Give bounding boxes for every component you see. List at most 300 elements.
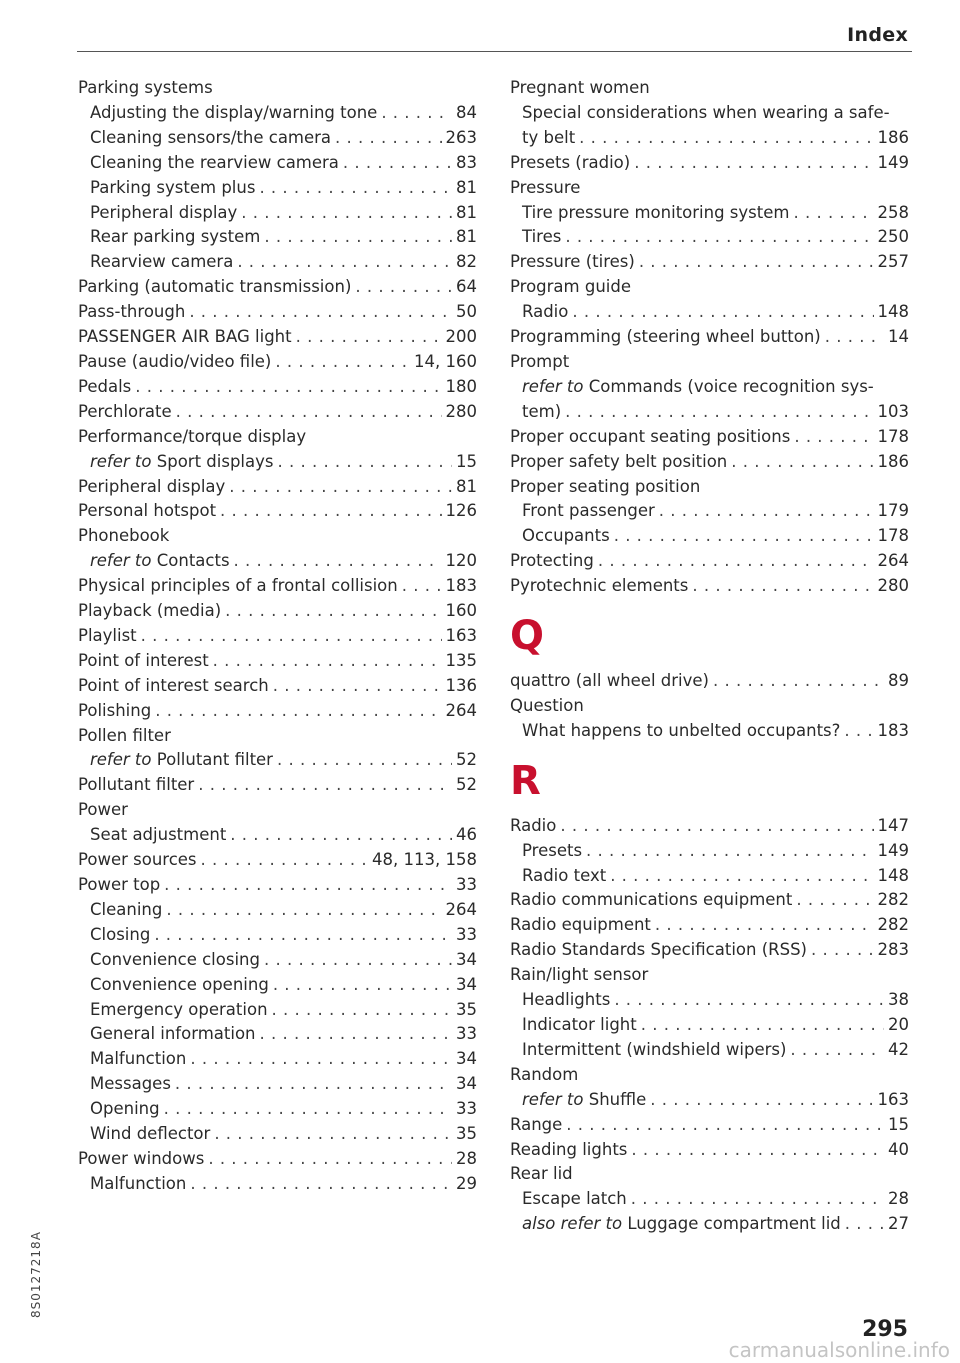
dot-leader <box>381 101 452 126</box>
entry-label <box>522 839 582 864</box>
entry-page-reference[interactable]: 34 <box>456 974 477 994</box>
entry-page-reference[interactable]: 50 <box>456 302 477 322</box>
entry-label <box>78 76 213 101</box>
dot-leader <box>572 300 873 325</box>
cross-reference-prefix: refer to <box>90 750 152 770</box>
entry-page-reference[interactable]: 126 <box>445 501 477 521</box>
entry-text: Presets <box>522 840 583 860</box>
entry-label <box>78 375 131 400</box>
entry-text: tem) <box>522 401 562 421</box>
dot-leader <box>796 888 873 913</box>
dot-leader <box>260 1022 453 1047</box>
entry-text: Rearview camera <box>90 252 234 272</box>
entry-label <box>90 126 331 151</box>
index-subentry <box>510 400 909 425</box>
entry-label <box>90 201 237 226</box>
index-entry <box>78 773 477 798</box>
index-subentry <box>78 973 477 998</box>
entry-page-reference[interactable]: 163 <box>445 625 477 645</box>
entry-label <box>78 848 197 873</box>
index-entry <box>78 724 477 749</box>
dot-leader <box>164 873 452 898</box>
entry-page-reference[interactable]: 103 <box>877 401 909 421</box>
dot-leader <box>273 973 452 998</box>
entry-label <box>510 1138 627 1163</box>
dot-leader <box>264 225 452 250</box>
entry-text: Point of interest <box>78 650 209 670</box>
entry-text: Power <box>78 800 128 820</box>
index-subentry <box>78 549 477 574</box>
entry-page-reference[interactable]: 81 <box>456 227 477 247</box>
index-entry <box>510 1162 909 1187</box>
entry-page-reference[interactable]: 35 <box>456 999 477 1019</box>
dot-leader <box>713 669 884 694</box>
entry-label <box>78 1147 204 1172</box>
entry-page-reference[interactable]: 20 <box>888 1015 909 1034</box>
dot-leader <box>825 325 884 350</box>
entry-label <box>78 599 221 624</box>
entry-label <box>90 176 255 201</box>
entry-page-reference[interactable]: 81 <box>456 202 477 222</box>
entry-label <box>78 773 194 798</box>
dot-leader <box>198 773 452 798</box>
index-subentry <box>78 998 477 1023</box>
index-entry <box>78 350 477 375</box>
entry-label <box>510 1113 562 1138</box>
index-subentry <box>78 823 477 848</box>
entry-page-reference[interactable]: 149 <box>877 152 909 172</box>
dot-leader <box>566 1113 884 1138</box>
entry-page-reference[interactable]: 282 <box>877 915 909 935</box>
entry-page-reference[interactable]: 200 <box>445 327 477 347</box>
entry-text: Tire pressure monitoring system <box>522 202 790 222</box>
entry-label <box>78 300 185 325</box>
index-entry <box>510 913 909 938</box>
entry-text: Perchlorate <box>78 401 172 421</box>
entry-page-reference[interactable]: 33 <box>456 1099 477 1119</box>
entry-label <box>510 913 651 938</box>
entry-label <box>90 923 150 948</box>
entry-text: Wind deflector <box>90 1124 211 1144</box>
entry-page-reference[interactable]: 147 <box>877 815 909 835</box>
entry-label <box>510 176 580 201</box>
index-entry <box>510 574 909 599</box>
dot-leader <box>214 1122 452 1147</box>
index-entry <box>510 549 909 574</box>
dot-leader <box>234 549 442 574</box>
dot-leader <box>343 151 452 176</box>
index-entry <box>78 1147 477 1172</box>
dot-leader <box>208 1147 452 1172</box>
entry-text: Program guide <box>510 277 632 297</box>
entry-page-reference[interactable]: 178 <box>877 526 909 546</box>
entry-text: Intermittent (windshield wipers) <box>522 1039 787 1059</box>
entry-label <box>90 1172 186 1197</box>
index-entry <box>510 963 909 988</box>
entry-page-reference[interactable]: 83 <box>456 152 477 172</box>
entry-text: Special considerations when wearing a safe- <box>522 102 890 122</box>
entry-text: Proper safety belt position <box>510 451 728 471</box>
index-subentry <box>510 988 909 1013</box>
entry-page-reference[interactable]: 186 <box>877 451 909 471</box>
entry-text: Power top <box>78 875 161 894</box>
dot-leader <box>272 998 452 1023</box>
index-entry <box>78 873 477 898</box>
entry-page-reference[interactable]: 15 <box>888 1114 909 1134</box>
dot-leader <box>793 201 873 226</box>
index-entry <box>510 669 909 694</box>
dot-leader <box>164 1097 452 1122</box>
index-entry <box>78 624 477 649</box>
entry-label <box>90 250 233 275</box>
entry-label <box>522 375 874 400</box>
entry-page-reference[interactable]: 263 <box>445 127 477 147</box>
dot-leader <box>229 475 452 500</box>
dot-leader <box>731 450 873 475</box>
entry-page-reference[interactable]: 34 <box>456 1074 477 1094</box>
entry-page-reference[interactable]: 280 <box>877 576 909 596</box>
entry-page-reference[interactable]: 29 <box>456 1173 477 1193</box>
entry-text: Rear lid <box>510 1164 573 1184</box>
index-subentry <box>510 499 909 524</box>
dot-leader <box>586 839 873 864</box>
entry-label <box>522 1212 841 1237</box>
entry-text: Convenience closing <box>90 949 260 969</box>
entry-page-reference[interactable]: 40 <box>888 1139 909 1159</box>
entry-page-reference[interactable]: 178 <box>877 426 909 446</box>
entry-text: Reading lights <box>510 1139 628 1159</box>
entry-label <box>510 938 807 963</box>
index-subentry <box>78 748 477 773</box>
dot-leader <box>634 151 873 176</box>
index-entry <box>78 649 477 674</box>
entry-page-reference[interactable]: 42 <box>888 1039 909 1059</box>
entry-text: Occupants <box>522 526 610 546</box>
entry-page-reference[interactable]: 179 <box>877 501 909 521</box>
entry-page-reference[interactable]: 64 <box>456 277 477 297</box>
entry-label <box>510 350 569 375</box>
dot-leader <box>631 1138 884 1163</box>
index-subentry <box>78 898 477 923</box>
entry-page-reference[interactable]: 33 <box>456 875 477 894</box>
entry-label <box>522 988 610 1013</box>
entry-page-reference[interactable]: 35 <box>456 1124 477 1144</box>
dot-leader <box>560 814 873 839</box>
dot-leader <box>275 350 410 375</box>
index-subentry <box>78 250 477 275</box>
index-entry <box>78 400 477 425</box>
dot-leader <box>241 201 452 226</box>
entry-page-reference[interactable]: 163 <box>877 1089 909 1109</box>
entry-page-reference[interactable]: 34 <box>456 1049 477 1069</box>
index-subentry <box>510 201 909 226</box>
entry-page-reference[interactable]: 183 <box>445 576 477 596</box>
dot-leader <box>659 499 874 524</box>
entry-label <box>510 574 688 599</box>
entry-page-reference[interactable]: 257 <box>877 252 909 272</box>
entry-text: Pause (audio/video file) <box>78 351 272 371</box>
entry-page-reference[interactable]: 48, 113, 158 <box>372 850 477 870</box>
entry-page-reference[interactable]: 160 <box>445 601 477 621</box>
entry-label <box>522 126 575 151</box>
dot-leader <box>277 450 452 475</box>
dot-leader <box>614 988 884 1013</box>
entry-page-reference[interactable]: 89 <box>888 671 909 691</box>
entry-label <box>522 719 840 744</box>
index-subentry <box>78 1072 477 1097</box>
entry-label <box>78 873 160 898</box>
dot-leader <box>614 524 874 549</box>
entry-text: Radio Standards Specification (RSS) <box>510 940 807 960</box>
entry-text: General information <box>90 1024 256 1044</box>
entry-page-reference[interactable]: 81 <box>456 177 477 197</box>
entry-label <box>522 1038 786 1063</box>
entry-label <box>90 1022 256 1047</box>
entry-text: Pyrotechnic elements <box>510 576 689 596</box>
index-entry <box>78 325 477 350</box>
entry-page-reference[interactable]: 34 <box>456 949 477 969</box>
entry-label <box>510 275 631 300</box>
entry-label <box>78 475 225 500</box>
dot-leader <box>655 913 874 938</box>
dot-leader <box>811 938 874 963</box>
entry-label <box>90 1097 160 1122</box>
page-number: 295 <box>862 1317 908 1342</box>
dot-leader <box>273 674 442 699</box>
entry-text: Emergency operation <box>90 999 268 1019</box>
index-subentry <box>510 864 909 889</box>
index-entry <box>78 524 477 549</box>
index-subentry <box>510 839 909 864</box>
index-subentry <box>510 126 909 151</box>
index-subentry <box>78 1022 477 1047</box>
entry-text: Convenience opening <box>90 974 269 994</box>
entry-text: Peripheral display <box>90 202 238 222</box>
index-section-letter: R <box>510 757 541 804</box>
entry-page-reference[interactable]: 183 <box>877 720 909 740</box>
entry-page-reference[interactable]: 52 <box>456 750 477 770</box>
index-entry <box>510 275 909 300</box>
entry-label <box>522 225 561 250</box>
index-entry <box>510 1113 909 1138</box>
entry-label <box>90 549 230 574</box>
entry-page-reference[interactable]: 186 <box>877 127 909 147</box>
dot-leader <box>355 275 452 300</box>
index-entry <box>510 694 909 719</box>
index-subentry <box>510 719 909 744</box>
dot-leader <box>189 300 452 325</box>
cross-reference-prefix: refer to <box>90 551 152 571</box>
index-subentry <box>510 1013 909 1038</box>
index-entry <box>510 176 909 201</box>
entry-page-reference[interactable]: 84 <box>456 102 477 122</box>
entry-page-reference[interactable]: 264 <box>877 551 909 571</box>
dot-leader <box>190 1172 452 1197</box>
index-subentry <box>78 201 477 226</box>
dot-leader <box>213 649 442 674</box>
entry-label <box>510 1063 578 1088</box>
entry-text: Closing <box>90 924 151 944</box>
dot-leader <box>402 574 442 599</box>
entry-page-reference[interactable]: 282 <box>877 890 909 910</box>
page-header-title: Index <box>847 24 908 46</box>
entry-label <box>78 574 398 599</box>
entry-page-reference[interactable]: 82 <box>456 252 477 272</box>
entry-page-reference[interactable]: 14 <box>888 327 909 347</box>
entry-page-reference[interactable]: 38 <box>888 990 909 1010</box>
entry-text: Playback (media) <box>78 601 222 621</box>
entry-label <box>78 325 292 350</box>
entry-text: Radio communications equipment <box>510 890 793 910</box>
entry-page-reference[interactable]: 283 <box>877 940 909 960</box>
dot-leader <box>565 225 873 250</box>
dot-leader <box>190 1047 452 1072</box>
index-entry <box>78 300 477 325</box>
entry-page-reference[interactable]: 15 <box>456 451 477 471</box>
entry-page-reference[interactable]: 28 <box>888 1189 909 1209</box>
entry-page-reference[interactable]: 264 <box>445 700 477 720</box>
index-entry <box>78 848 477 873</box>
dot-leader <box>844 719 873 744</box>
index-entry <box>510 888 909 913</box>
index-entry <box>510 425 909 450</box>
entry-page-reference[interactable]: 148 <box>877 302 909 322</box>
entry-label <box>90 1072 171 1097</box>
entry-label <box>78 425 306 450</box>
entry-label <box>90 748 273 773</box>
entry-label <box>510 475 700 500</box>
entry-label <box>510 425 790 450</box>
entry-label <box>510 450 727 475</box>
dot-leader <box>692 574 873 599</box>
entry-text: Cleaning the rearview camera <box>90 152 339 172</box>
entry-label <box>90 450 273 475</box>
entry-text: Seat adjustment <box>90 825 227 845</box>
entry-text: Pollutant filter <box>156 750 273 770</box>
entry-page-reference[interactable]: 136 <box>445 675 477 695</box>
entry-text: PASSENGER AIR BAG light <box>78 327 292 347</box>
index-subentry <box>510 101 909 126</box>
entry-text: Range <box>510 1114 563 1134</box>
index-entry <box>510 1138 909 1163</box>
entry-page-reference[interactable]: 258 <box>877 202 909 222</box>
entry-page-reference[interactable]: 148 <box>877 865 909 885</box>
entry-page-reference[interactable]: 81 <box>456 476 477 496</box>
entry-page-reference[interactable]: 28 <box>456 1148 477 1168</box>
entry-label <box>90 898 162 923</box>
index-entry <box>510 76 909 101</box>
entry-label <box>522 101 890 126</box>
entry-label <box>510 549 594 574</box>
entry-label <box>78 275 351 300</box>
index-entry <box>78 798 477 823</box>
entry-text: Commands (voice recognition sys- <box>588 376 874 396</box>
entry-text: Rain/light sensor <box>510 965 649 985</box>
entry-label <box>90 1122 210 1147</box>
dot-leader <box>166 898 441 923</box>
dot-leader <box>230 823 452 848</box>
entry-label <box>510 963 648 988</box>
entry-page-reference[interactable]: 180 <box>445 376 477 396</box>
cross-reference-prefix: refer to <box>522 1089 584 1109</box>
entry-page-reference[interactable]: 250 <box>877 227 909 247</box>
entry-page-reference[interactable]: 33 <box>456 924 477 944</box>
cross-reference-prefix: refer to <box>522 376 584 396</box>
entry-text: Contacts <box>156 551 230 571</box>
index-entry <box>510 475 909 500</box>
entry-text: Pollen filter <box>78 725 171 745</box>
index-column-right <box>510 76 909 1237</box>
entry-page-reference[interactable]: 33 <box>456 1024 477 1044</box>
entry-page-reference[interactable]: 14, 160 <box>414 351 477 371</box>
entry-label <box>90 823 226 848</box>
entry-text: Tires <box>522 227 562 247</box>
entry-text: Proper occupant seating positions <box>510 426 791 446</box>
index-subentry <box>78 1047 477 1072</box>
index-entry <box>510 1063 909 1088</box>
index-entry <box>510 350 909 375</box>
entry-page-reference[interactable]: 149 <box>877 840 909 860</box>
entry-text: Rear parking system <box>90 227 261 247</box>
index-section-letter: Q <box>510 613 545 660</box>
dot-leader <box>175 1072 452 1097</box>
entry-label <box>78 400 172 425</box>
index-entry <box>78 699 477 724</box>
dot-leader <box>154 923 452 948</box>
index-subentry <box>510 300 909 325</box>
index-subentry <box>510 375 909 400</box>
dot-leader <box>598 549 874 574</box>
dot-leader <box>610 864 873 889</box>
entry-label <box>78 499 216 524</box>
entry-label <box>510 814 556 839</box>
entry-text: Adjusting the display/warning tone <box>90 102 378 122</box>
index-subentry <box>510 1212 909 1237</box>
header-divider <box>77 51 912 52</box>
entry-page-reference[interactable]: 264 <box>445 899 477 919</box>
index-entry <box>78 76 477 101</box>
entry-label <box>90 998 268 1023</box>
entry-text: Cleaning <box>90 899 163 919</box>
dot-leader <box>237 250 452 275</box>
entry-page-reference[interactable]: 135 <box>445 650 477 670</box>
entry-text: Headlights <box>522 990 611 1010</box>
entry-page-reference[interactable]: 27 <box>888 1214 909 1234</box>
entry-text: Radio text <box>522 865 607 885</box>
index-subentry <box>78 151 477 176</box>
entry-label <box>510 325 821 350</box>
entry-label <box>522 864 606 889</box>
dot-leader <box>141 624 442 649</box>
entry-page-reference[interactable]: 52 <box>456 775 477 795</box>
entry-text: Radio equipment <box>510 915 651 935</box>
entry-label <box>78 649 209 674</box>
entry-text: Malfunction <box>90 1173 187 1193</box>
entry-page-reference[interactable]: 280 <box>445 401 477 421</box>
index-subentry <box>510 1038 909 1063</box>
entry-text: Prompt <box>510 351 570 371</box>
dot-leader <box>259 176 452 201</box>
entry-page-reference[interactable]: 46 <box>456 825 477 845</box>
entry-text: Programming (steering wheel button) <box>510 327 821 347</box>
dot-leader <box>335 126 441 151</box>
entry-text: Pass-through <box>78 302 186 322</box>
entry-label <box>510 669 709 694</box>
index-entry <box>510 450 909 475</box>
entry-page-reference[interactable]: 120 <box>445 551 477 571</box>
entry-label <box>510 888 792 913</box>
dot-leader <box>225 599 441 624</box>
